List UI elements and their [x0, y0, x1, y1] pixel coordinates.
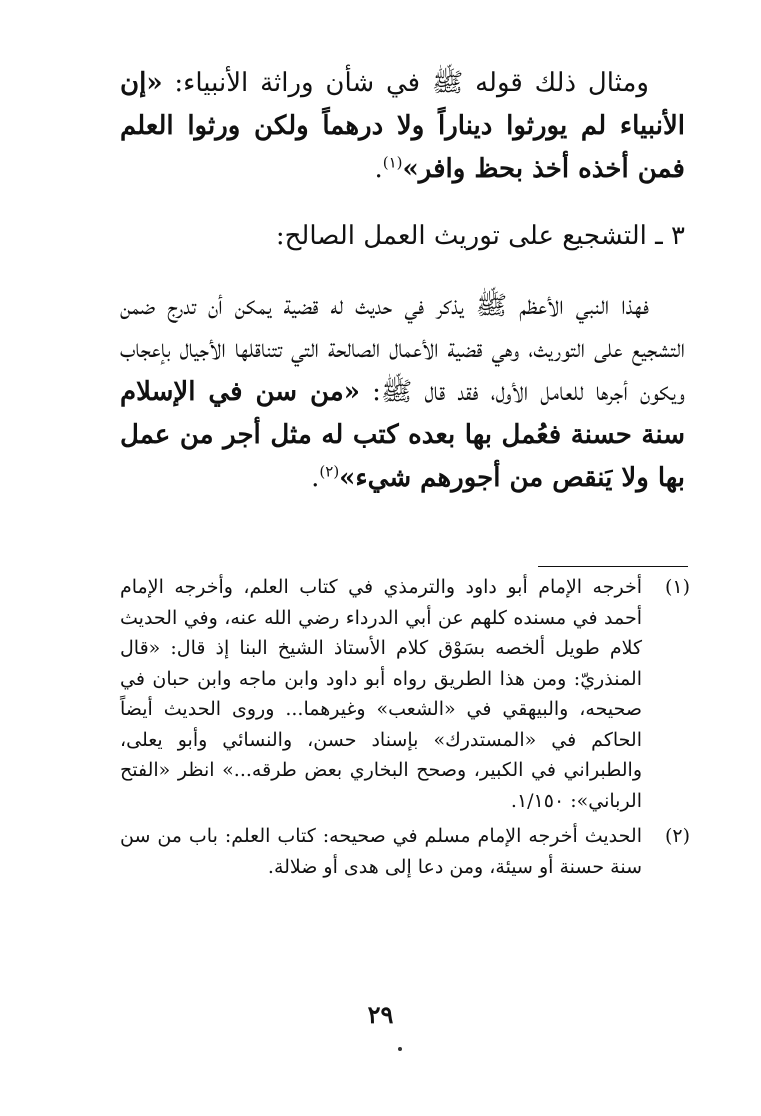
paragraph-1-intro: ومثال ذلك قوله ﷺ في شأن وراثة الأنبياء:: [162, 68, 649, 98]
footnote-text: الحديث أخرجه الإمام مسلم في صحيحه: كتاب العلم: باب من سن سنة حسنة أو سيئة، ومن دعا إلى هدى أو ضلالة.: [120, 825, 642, 878]
footnote-item: [120, 821, 690, 882]
footnote-number: (٢): [664, 825, 690, 847]
paragraph-inheritance-of-prophets: [120, 62, 685, 191]
paragraph-2-intro: فهذا النبي الأعظم ﷺ يذكر في حديث له قضية يمكن أن تدرج ضمن التشجيع على التوريث، وهي قضية الأعمال الصالحة التي تتناقلها الأجيال بإعجاب ويكون أجرها للعامل الأول، فقد قال ﷺ:: [120, 291, 685, 407]
hadith-quote-1: «إن الأنبياء لم يورثوا ديناراً ولا درهماً ولكن ورثوا العلم فمن أخذه أخذ بحظ وافر»: [120, 68, 685, 184]
footnote-divider: [538, 566, 688, 567]
hadith-quote-2: «من سن في الإسلام سنة حسنة فعُمل بها بعده كتب له مثل أجر من عمل بها ولا يَنقص من أجورهم شيء»: [120, 377, 685, 493]
paragraph-2-end: .: [311, 463, 320, 493]
footnote-number: (١): [664, 576, 690, 598]
footnote-ref-1: (١): [382, 153, 403, 172]
footnote-text: أخرجه الإمام أبو داود والترمذي في كتاب العلم، وأخرجه الإمام أحمد في مسنده كلهم عن أبي الدرداء رضي الله عنه، وفي الحديث كلام طويل ألخصه بسَوْق كلام الأستاذ الشيخ البنا إذ قال: «قال المنذريّ: ومن هذا الطريق رواه أبو داود وابن ماجه وابن حبان في صحيحه، والبيهقي في «الشعب» وغيرهما... وروى الحديث أيضاً الحاكم في «المستدرك» بإسناد حسن، والنسائي وأبو يعلى، والطبراني في الكبير، وصحح البخاري بعض طرقه...» انظر «الفتح الرباني»: ١/١٥٠.: [120, 576, 642, 812]
footnote-ref-2: (٢): [319, 462, 340, 481]
section-heading: ٣ ـ التشجيع على توريث العمل الصالح:: [275, 221, 685, 251]
paragraph-good-deeds: [120, 285, 685, 500]
page-number: ٢٩: [367, 1000, 394, 1029]
footnote-item: [120, 572, 690, 816]
page-mark: [398, 1047, 402, 1051]
footnotes: [120, 572, 690, 887]
paragraph-1-end: .: [374, 154, 383, 184]
